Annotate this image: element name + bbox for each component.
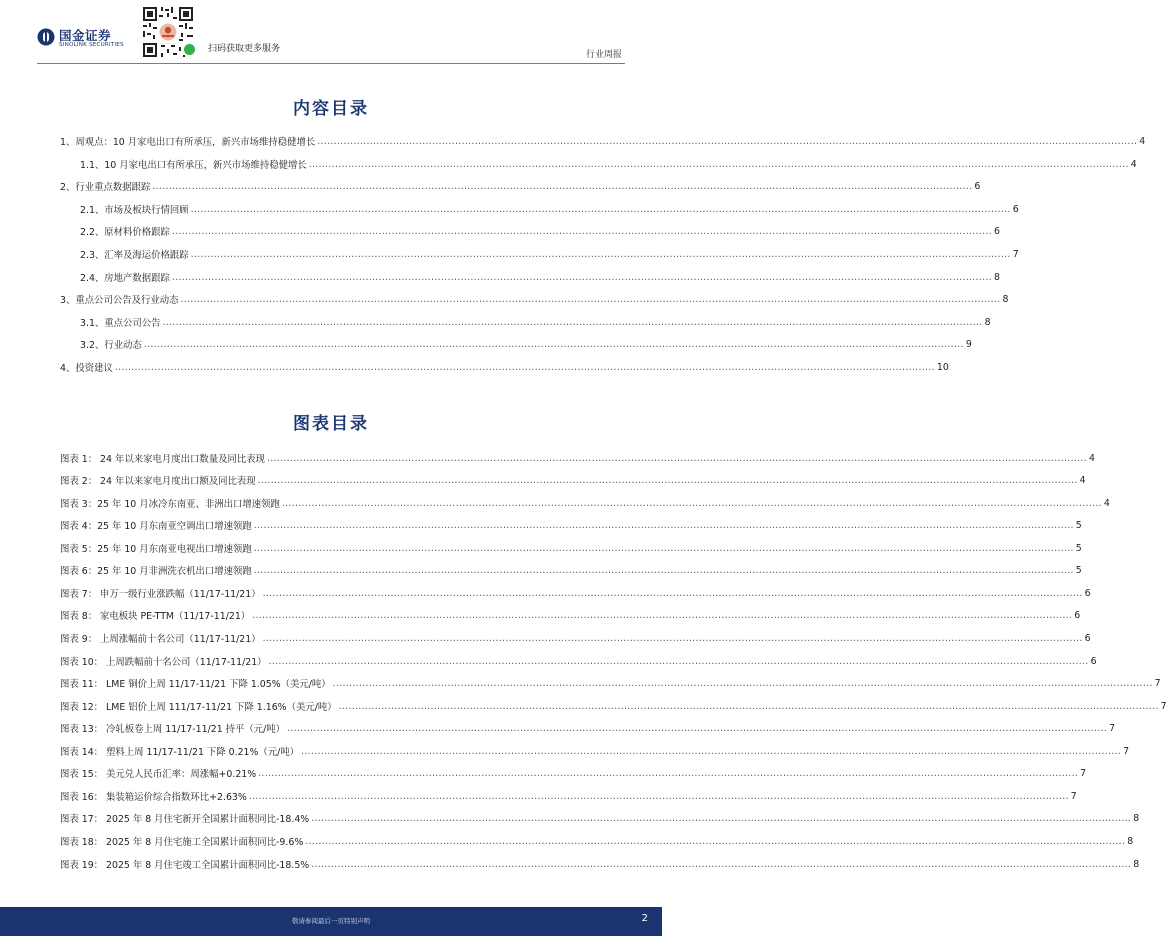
company-logo: [37, 26, 137, 54]
figure-entry-text: 图表 19： 2025 年 8 月住宅竣工全国累计面积同比-18.5%: [60, 860, 310, 871]
toc-entry-text: 4、投资建议: [60, 363, 113, 374]
scan-prompt: 扫码获取更多服务: [208, 44, 281, 54]
toc-leader: ..........................................................................................................................................................................................................................................................: [257, 474, 1078, 486]
toc-entry-text: 2.4、房地产数据跟踪: [80, 273, 170, 284]
toc-entry-text: 3.1、重点公司公告: [80, 318, 161, 329]
figure-entry[interactable]: [60, 834, 1134, 848]
toc-leader: ..........................................................................................................................................................................................................................................................: [332, 677, 1153, 689]
figure-entry[interactable]: [60, 518, 1082, 532]
figure-entry[interactable]: [60, 789, 1077, 803]
figure-entry[interactable]: [60, 721, 1116, 735]
figure-entry[interactable]: [60, 744, 1130, 758]
figure-entry[interactable]: [60, 631, 1091, 645]
toc-entry-text: 3、重点公司公告及行业动态: [60, 295, 179, 306]
toc-leader: ..........................................................................................................................................................................................................................................................: [180, 293, 1001, 305]
figure-entry-page: 6: [1090, 655, 1097, 667]
toc-entry-page: 4: [1139, 135, 1146, 147]
toc-leader: ..........................................................................................................................................................................................................................................................: [305, 835, 1126, 847]
toc-entry-text: 2.3、汇率及海运价格跟踪: [80, 250, 189, 261]
figure-entry-page: 5: [1075, 542, 1082, 554]
figure-entry[interactable]: [60, 496, 1110, 510]
figure-entry[interactable]: [60, 608, 1081, 622]
toc-leader: ..........................................................................................................................................................................................................................................................: [190, 203, 1011, 215]
figure-entry-page: 8: [1127, 835, 1134, 847]
figure-entry-text: 图表 6：25 年 10 月非洲洗衣机出口增速领跑: [60, 566, 252, 577]
toc-entry[interactable]: [60, 360, 949, 374]
toc-leader: ..........................................................................................................................................................................................................................................................: [252, 609, 1073, 621]
figure-entry-page: 7: [1109, 722, 1116, 734]
company-logo-icon: [37, 28, 55, 46]
figure-entry[interactable]: [60, 451, 1095, 465]
toc-entry-page: 4: [1130, 158, 1137, 170]
toc-entry-page: 7: [1012, 248, 1019, 260]
toc-entry[interactable]: [80, 224, 1000, 238]
toc-leader: ..........................................................................................................................................................................................................................................................: [190, 248, 1011, 260]
figure-entry-page: 5: [1075, 564, 1082, 576]
toc-leader: ..........................................................................................................................................................................................................................................................: [152, 180, 973, 192]
toc-entry[interactable]: [80, 247, 1019, 261]
figure-entry[interactable]: [60, 811, 1140, 825]
toc-leader: ..........................................................................................................................................................................................................................................................: [171, 271, 992, 283]
toc-entry-text: 2、行业重点数据跟踪: [60, 182, 151, 193]
figure-entry-text: 图表 10： 上周跌幅前十名公司（11/17-11/21）: [60, 657, 267, 668]
figure-entry-page: 7: [1154, 677, 1161, 689]
page-header: [0, 0, 662, 64]
figure-entry-page: 8: [1133, 858, 1140, 870]
toc-leader: ..........................................................................................................................................................................................................................................................: [317, 135, 1138, 147]
toc-leader: ..........................................................................................................................................................................................................................................................: [262, 587, 1083, 599]
figure-entry-text: 图表 17： 2025 年 8 月住宅新开全国累计面积同比-18.4%: [60, 814, 310, 825]
figure-entry-text: 图表 18： 2025 年 8 月住宅施工全国累计面积同比-9.6%: [60, 837, 304, 848]
toc-entry-page: 6: [974, 180, 981, 192]
logo-text-en: SINOLINK SECURITIES: [59, 42, 124, 48]
figure-entry[interactable]: [60, 766, 1087, 780]
toc-leader: ..........................................................................................................................................................................................................................................................: [338, 700, 1159, 712]
toc-entry[interactable]: [80, 315, 991, 329]
figure-entry-text: 图表 12： LME 铝价上周 111/17-11/21 下降 1.16%（美元/吨）: [60, 702, 337, 713]
header-divider: [37, 63, 625, 64]
toc-entry-page: 8: [984, 316, 991, 328]
toc-leader: ..........................................................................................................................................................................................................................................................: [143, 338, 964, 350]
figure-entry-text: 图表 13： 冷轧板卷上周 11/17-11/21 持平（元/吨）: [60, 724, 286, 735]
figure-entry-page: 6: [1084, 632, 1091, 644]
toc-leader: ..........................................................................................................................................................................................................................................................: [114, 361, 935, 373]
figure-entry-page: 7: [1160, 700, 1167, 712]
footer-disclaimer: 敬请参阅最后一页特别声明: [292, 917, 370, 925]
figure-entry-text: 图表 8： 家电板块 PE-TTM（11/17-11/21）: [60, 611, 251, 622]
toc-entry-text: 1、周观点：10 月家电出口有所承压，新兴市场维持稳健增长: [60, 137, 316, 148]
toc-leader: ..........................................................................................................................................................................................................................................................: [262, 632, 1083, 644]
figure-entry-page: 7: [1123, 745, 1130, 757]
figure-entry-text: 图表 16： 集装箱运价综合指数环比+2.63%: [60, 792, 247, 803]
figure-entry-text: 图表 4：25 年 10 月东南亚空调出口增速领跑: [60, 521, 252, 532]
toc-leader: ..........................................................................................................................................................................................................................................................: [253, 542, 1074, 554]
figure-entry-page: 8: [1133, 812, 1140, 824]
figure-entry-text: 图表 5：25 年 10 月东南亚电视出口增速领跑: [60, 544, 252, 555]
figure-entry-page: 4: [1079, 474, 1086, 486]
toc-leader: ..........................................................................................................................................................................................................................................................: [258, 767, 1079, 779]
figure-entry-text: 图表 14： 塑料上周 11/17-11/21 下降 0.21%（元/吨）: [60, 747, 300, 758]
page-footer: [0, 907, 662, 936]
toc-leader: ..........................................................................................................................................................................................................................................................: [171, 225, 992, 237]
toc-leader: ..........................................................................................................................................................................................................................................................: [311, 858, 1132, 870]
report-type: 行业周报: [585, 50, 622, 60]
toc-leader: ..........................................................................................................................................................................................................................................................: [253, 519, 1074, 531]
figure-entry[interactable]: [60, 473, 1086, 487]
toc-entry[interactable]: [80, 270, 1000, 284]
figure-entry-text: 图表 1： 24 年以来家电月度出口数量及同比表现: [60, 454, 265, 465]
figure-entry-page: 4: [1103, 497, 1110, 509]
figures-title: 图表目录: [293, 414, 369, 434]
figure-entry-page: 4: [1088, 452, 1095, 464]
toc-leader: ..........................................................................................................................................................................................................................................................: [308, 158, 1129, 170]
figure-entry[interactable]: [60, 586, 1091, 600]
toc-leader: ..........................................................................................................................................................................................................................................................: [162, 316, 983, 328]
figure-entry-text: 图表 3：25 年 10 月冰冷东南亚、非洲出口增速领跑: [60, 499, 280, 510]
toc-leader: ..........................................................................................................................................................................................................................................................: [281, 497, 1102, 509]
figure-entry-text: 图表 7： 申万一级行业涨跌幅（11/17-11/21）: [60, 589, 261, 600]
figure-entry-text: 图表 9： 上周涨幅前十名公司（11/17-11/21）: [60, 634, 261, 645]
page-number: 2: [641, 913, 648, 924]
toc-leader: ..........................................................................................................................................................................................................................................................: [248, 790, 1069, 802]
toc-entry-page: 6: [993, 225, 1000, 237]
figure-entry-page: 6: [1074, 609, 1081, 621]
figure-entry[interactable]: [60, 654, 1097, 668]
toc-entry-page: 10: [936, 361, 949, 373]
toc-entry-page: 9: [965, 338, 972, 350]
toc-entry-page: 6: [1012, 203, 1019, 215]
toc-entry-page: 8: [993, 271, 1000, 283]
figure-entry-page: 7: [1070, 790, 1077, 802]
figure-entry[interactable]: [60, 541, 1082, 555]
toc-leader: ..........................................................................................................................................................................................................................................................: [301, 745, 1122, 757]
figure-entry[interactable]: [60, 563, 1082, 577]
toc-entry-text: 2.1、市场及板块行情回顾: [80, 205, 189, 216]
figure-entry-page: 6: [1084, 587, 1091, 599]
figure-entry[interactable]: [60, 676, 1161, 690]
toc-entry[interactable]: [80, 157, 1137, 171]
toc-entry[interactable]: [80, 202, 1019, 216]
toc-leader: ..........................................................................................................................................................................................................................................................: [253, 564, 1074, 576]
toc-leader: ..........................................................................................................................................................................................................................................................: [311, 812, 1132, 824]
toc-entry-text: 1.1、10 月家电出口有所承压，新兴市场维持稳健增长: [80, 160, 307, 171]
toc-title: 内容目录: [293, 99, 369, 119]
toc-leader: ..........................................................................................................................................................................................................................................................: [268, 655, 1089, 667]
wechat-badge-icon: [184, 44, 195, 55]
figure-entry-page: 5: [1075, 519, 1082, 531]
figure-entry-text: 图表 15： 美元兑人民币汇率：周涨幅+0.21%: [60, 769, 257, 780]
toc-entry-page: 8: [1002, 293, 1009, 305]
logo-text-cn: 国金证券: [59, 28, 112, 43]
toc-entry-text: 3.2、行业动态: [80, 340, 142, 351]
toc-entry[interactable]: [80, 337, 972, 351]
figure-entry-text: 图表 11： LME 铜价上周 11/17-11/21 下降 1.05%（美元/吨）: [60, 679, 331, 690]
toc-entry[interactable]: [60, 134, 1146, 148]
figure-entry[interactable]: [60, 857, 1140, 871]
toc-entry-text: 2.2、原材料价格跟踪: [80, 227, 170, 238]
figure-entry[interactable]: [60, 699, 1167, 713]
toc-entry[interactable]: [60, 179, 981, 193]
toc-entry[interactable]: [60, 292, 1009, 306]
toc-leader: ..........................................................................................................................................................................................................................................................: [287, 722, 1108, 734]
toc-leader: ..........................................................................................................................................................................................................................................................: [266, 452, 1087, 464]
figure-entry-page: 7: [1080, 767, 1087, 779]
figure-entry-text: 图表 2： 24 年以来家电月度出口额及同比表现: [60, 476, 256, 487]
